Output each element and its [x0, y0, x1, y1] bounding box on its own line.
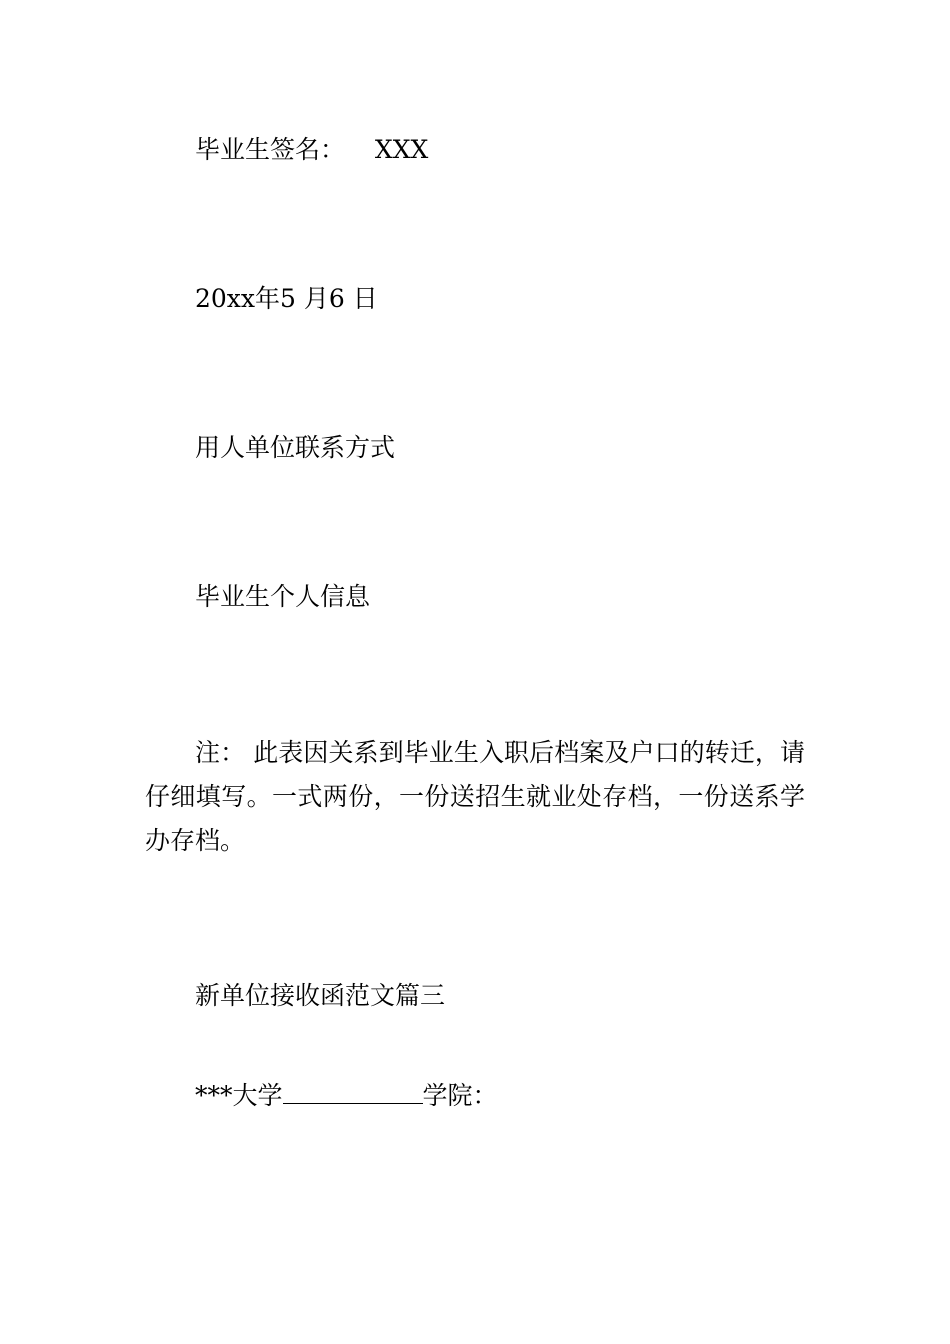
salutation-suffix: 学院：	[422, 1081, 498, 1110]
employer-contact-heading: 用人单位联系方式	[195, 433, 396, 462]
signature-value: XXX	[374, 135, 429, 164]
date-line: 20xx年5 月6 日	[195, 284, 378, 313]
note-paragraph: 注： 此表因关系到毕业生入职后档案及户口的转迁，请仔细填写。一式两份，一份送招生就业处存档，一份送系学办存档。	[145, 738, 805, 855]
salutation-prefix: ***大学	[195, 1081, 283, 1110]
section-title: 新单位接收函范文篇三	[195, 981, 446, 1010]
college-blank	[283, 1081, 423, 1104]
graduate-info-heading: 毕业生个人信息	[195, 582, 371, 611]
signature-label: 毕业生签名：	[195, 135, 346, 164]
salutation-line	[195, 1080, 498, 1112]
signature-line	[195, 134, 428, 166]
